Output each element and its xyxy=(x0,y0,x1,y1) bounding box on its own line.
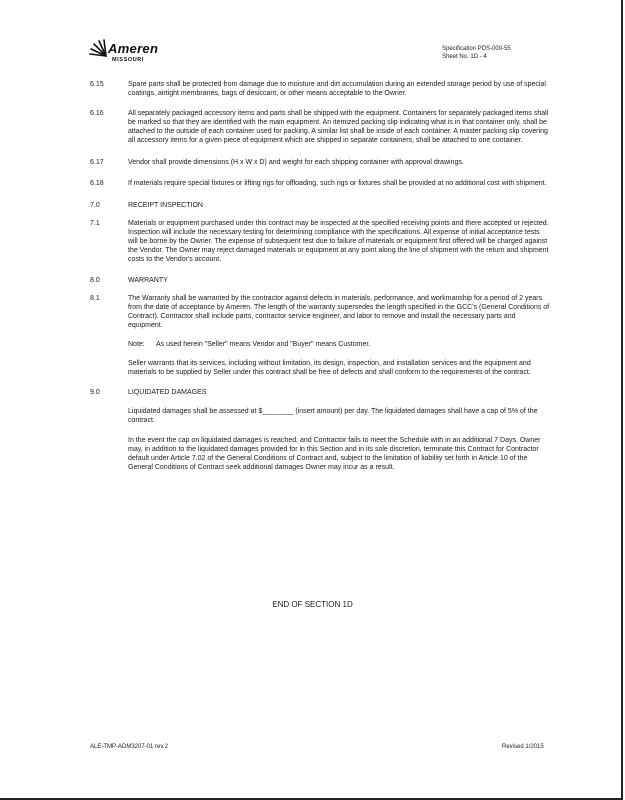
spec-number: Specification PDS-000-55 xyxy=(442,46,511,52)
section-number: 6.16 xyxy=(90,110,104,117)
ameren-logo xyxy=(86,38,196,78)
section-number: 8.0 xyxy=(90,277,100,284)
section-number xyxy=(90,359,128,377)
section-6-17 xyxy=(90,158,550,167)
liquidated-damages-cap xyxy=(90,436,550,472)
section-number: 6.17 xyxy=(90,159,104,166)
section-heading: RECEIPT INSPECTION xyxy=(128,202,203,209)
section-heading: LIQUIDATED DAMAGES xyxy=(128,389,207,396)
document-header xyxy=(442,45,511,61)
end-of-section: END OF SECTION 1D xyxy=(272,600,353,609)
section-number: 7.1 xyxy=(90,220,100,227)
logo-subtitle: MISSOURI xyxy=(112,57,144,63)
section-text: The Warranty shall be warranted by the contractor against defects in materials, performance, and workmanship for a period of 2 years from the date of acceptance by Ameren. The length of the warranty supersedes the length specified in the GCC's (General Conditions of Contract). Contractor shall include parts, contractor service engineer, and labor to remove and install the necessary parts and equipment. xyxy=(128,295,550,329)
section-number: 6.15 xyxy=(90,81,104,88)
footer-revision: Revised 1/2015 xyxy=(502,744,544,750)
note-text: Note: As used herein "Seller" means Vendor and "Buyer" means Customer. xyxy=(128,341,371,348)
sunburst-icon xyxy=(86,38,110,62)
section-number: 9.0 xyxy=(90,389,100,396)
section-7-1 xyxy=(90,219,550,264)
section-number: 7.0 xyxy=(90,202,100,209)
section-text: Vendor shall provide dimensions (H x W x D) and weight for each shipping container with approval drawings. xyxy=(128,159,464,166)
section-text: If materials require special fixtures or lifting rigs for offloading, such rigs or fixtures shall be provided at no additional cost with shipment. xyxy=(128,180,547,187)
section-7-0 xyxy=(90,201,550,210)
section-text: Seller warrants that its services, including without limitation, its design, inspection, and installation services and the equipment and materials to be supplied by Seller under this contract shall be free of defects and shall conform to the requirements of the contract. xyxy=(128,360,531,376)
section-6-16 xyxy=(90,109,550,145)
warranty-note xyxy=(90,340,550,349)
section-8-0 xyxy=(90,276,550,285)
section-8-1 xyxy=(90,294,550,330)
document-body xyxy=(90,80,550,472)
section-number xyxy=(90,436,128,472)
liquidated-damages-amount xyxy=(90,407,550,425)
section-9-0 xyxy=(90,388,550,397)
seller-warranty xyxy=(90,359,550,377)
section-number xyxy=(90,407,128,425)
section-text: Spare parts shall be protected from damage due to moisture and dirt accumulation during an extended storage period by use of special coatings, airtight membranes, bags of desiccant, or other means acceptable to the Owner. xyxy=(128,81,546,97)
section-number: 6.18 xyxy=(90,180,104,187)
footer-doc-id: ALE-TMP-ADM3207-01 rev.2 xyxy=(90,744,168,750)
section-6-15 xyxy=(90,80,550,98)
section-text: Materials or equipment purchased under this contract may be inspected at the specified receiving points and there accepted or rejected. Inspection will include the necessary testing for determining compliance with the specifications. All expense of initial acceptance tests will be borne by the Owner. The expense of subsequent test due to failure of materials or equipment first offered will be charged against the Vendor. The Owner may reject damaged materials or equipment at any point along the line of shipment with the return and shipment costs to the Vendor's account. xyxy=(128,220,549,263)
section-text: In the event the cap on liquidated damages is reached, and Contractor fails to meet the Schedule with in an additional 7 Days, Owner may, in addition to the liquidated damages provided for in this Section and in its sole discretion, terminate this Contract for Contractor default under Article 7.02 of the General Conditions of Contract and, subject to the limitation of liability set forth in Article 10 of the General Conditions of Contract seek additional damages Owner may incur as a result. xyxy=(128,437,541,471)
section-heading: WARRANTY xyxy=(128,277,168,284)
section-number: 8.1 xyxy=(90,295,100,302)
sheet-number: Sheet No. 1D - 4 xyxy=(442,54,487,60)
section-6-18 xyxy=(90,179,550,188)
section-number xyxy=(90,340,128,349)
logo-name: Ameren xyxy=(108,41,159,56)
section-text: All separately packaged accessory items and parts shall be shipped with the equipment. Containers for separately packaged items shall be marked so that they are identified with the main equipment. An itemized packing slip indicating what is in that container only, shall be attached to the outside of each container used for packing. A similar list shall be inside of each container. A master packing slip covering all accessory items for a given piece of equipment which are shipped in separate containers, shall be attached to one container. xyxy=(128,110,549,144)
section-text: Liquidated damages shall be assessed at $________ (insert amount) per day. The liquidated damages shall have a cap of 5% of the contract. xyxy=(128,408,538,424)
